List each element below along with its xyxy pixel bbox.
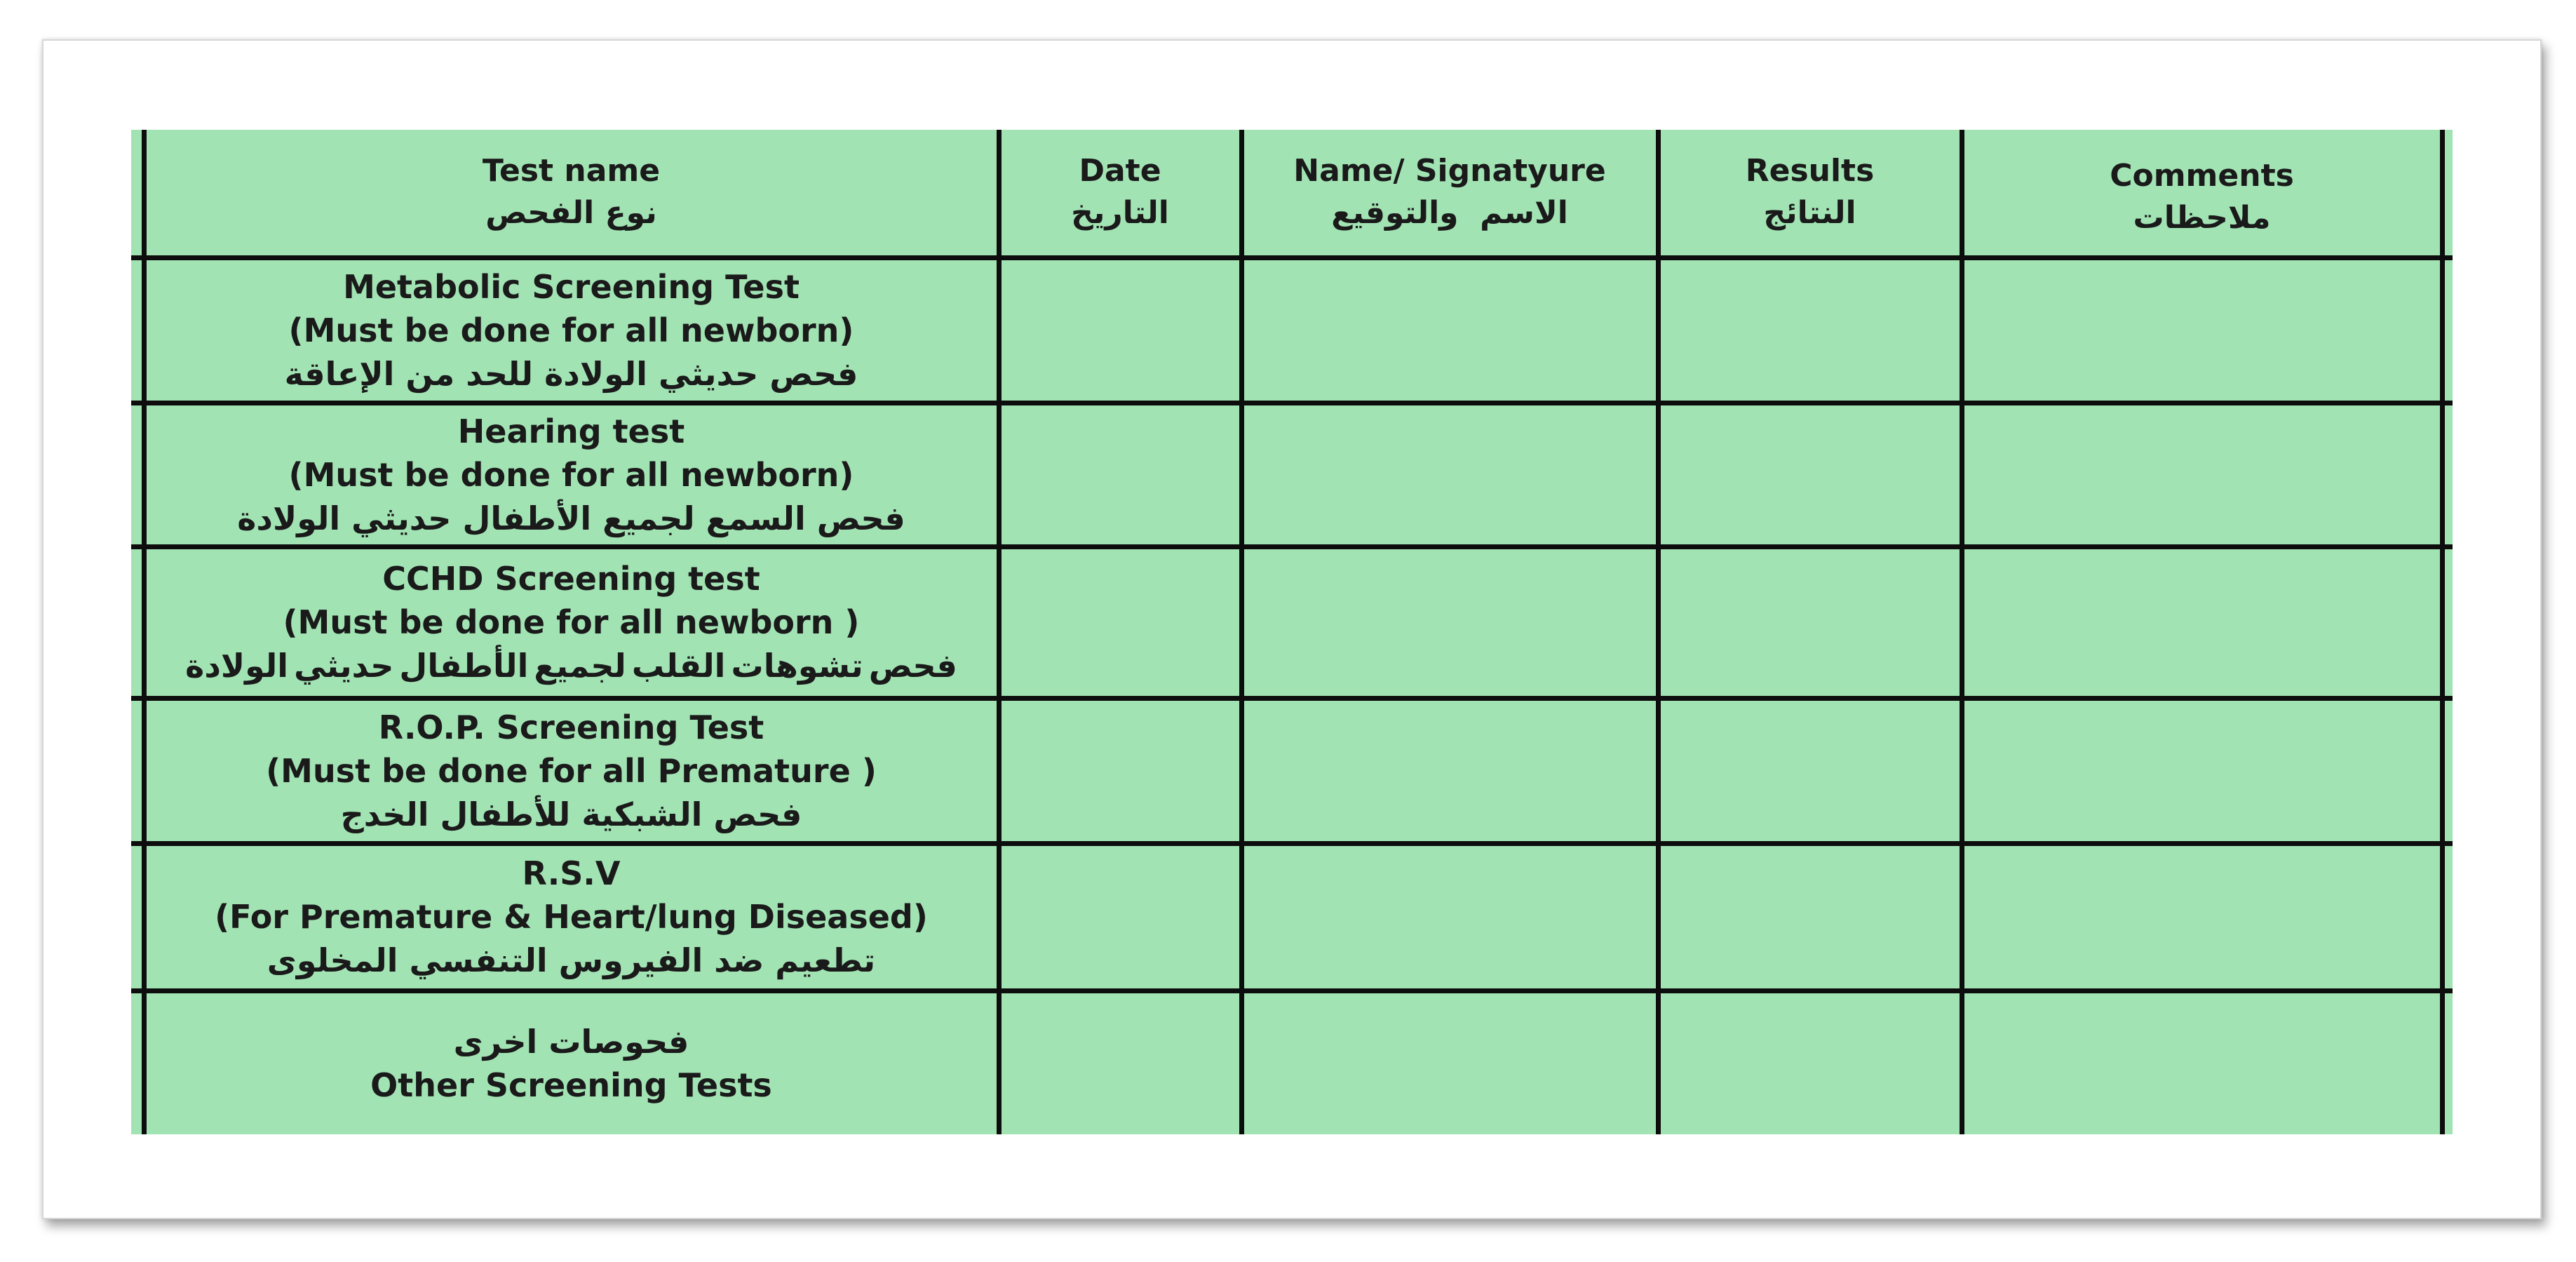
header-results-ar: النتائج (1763, 195, 1856, 231)
header-comments-en: Comments (2110, 158, 2294, 194)
date-cell[interactable] (999, 698, 1241, 843)
test-name-cell (144, 843, 999, 991)
table-row (131, 403, 2453, 546)
left-margin-cell (131, 546, 144, 698)
left-margin-cell (131, 843, 144, 991)
comments-cell[interactable] (1962, 257, 2442, 403)
test-title: CCHD Screening test (382, 560, 760, 598)
test-requirement: (Must be done for all newborn) (288, 311, 854, 349)
signature-cell[interactable] (1241, 257, 1658, 403)
left-margin-cell (131, 991, 144, 1134)
test-title-arabic: فحص الشبكية للأطفال الخدج (340, 795, 802, 833)
header-comments-ar: ملاحظات (2133, 200, 2271, 236)
left-margin-cell (131, 698, 144, 843)
test-requirement: (For Premature & Heart/lung Diseased) (215, 898, 928, 936)
comments-cell[interactable] (1962, 843, 2442, 991)
header-test-name-en: Test name (482, 153, 661, 189)
test-title-arabic: فحص تشوهات القلب لجميع الأطفال حديثي الولادة (185, 647, 957, 685)
test-title-arabic: تطعيم ضد الفيروس التنفسي المخلوى (267, 941, 876, 979)
header-date-ar: التاريخ (1071, 195, 1169, 231)
header-name-signature (1241, 130, 1658, 257)
test-name-cell (144, 991, 999, 1134)
right-margin-cell (2442, 257, 2453, 403)
newborn-screening-table (131, 130, 2453, 1134)
signature-cell[interactable] (1241, 843, 1658, 991)
test-requirement: (Must be done for all Premature ) (266, 751, 877, 790)
test-requirement: (Must be done for all newborn ) (283, 603, 860, 641)
results-cell[interactable] (1658, 698, 1962, 843)
date-cell[interactable] (999, 257, 1241, 403)
test-title: R.O.P. Screening Test (378, 708, 764, 746)
signature-cell[interactable] (1241, 991, 1658, 1134)
results-cell[interactable] (1658, 843, 1962, 991)
comments-cell[interactable] (1962, 991, 2442, 1134)
signature-cell[interactable] (1241, 698, 1658, 843)
test-name-cell (144, 698, 999, 843)
test-title-arabic: فحص حديثي الولادة للحد من الإعاقة (284, 354, 858, 393)
test-title: Metabolic Screening Test (343, 267, 800, 306)
table-row (131, 698, 2453, 843)
comments-cell[interactable] (1962, 698, 2442, 843)
test-name-cell (144, 403, 999, 546)
results-cell[interactable] (1658, 257, 1962, 403)
right-margin-cell (2442, 991, 2453, 1134)
test-requirement: (Must be done for all newborn) (288, 455, 854, 494)
date-cell[interactable] (999, 991, 1241, 1134)
header-name-signature-ar: الاسم والتوقيع (1331, 195, 1568, 231)
comments-cell[interactable] (1962, 546, 2442, 698)
screening-table-area (131, 130, 2453, 1134)
header-date-en: Date (1079, 153, 1161, 189)
header-results-en: Results (1745, 153, 1875, 189)
header-date (999, 130, 1241, 257)
date-cell[interactable] (999, 546, 1241, 698)
right-margin-cell (2442, 130, 2453, 257)
test-title: R.S.V (522, 854, 621, 892)
date-cell[interactable] (999, 403, 1241, 546)
right-margin-cell (2442, 403, 2453, 546)
table-row (131, 257, 2453, 403)
table-row (131, 843, 2453, 991)
header-name-signature-en: Name/ Signatyure (1293, 153, 1606, 189)
comments-cell[interactable] (1962, 403, 2442, 546)
left-margin-cell (131, 403, 144, 546)
left-margin-cell (131, 257, 144, 403)
test-name-cell (144, 257, 999, 403)
test-title: Other Screening Tests (370, 1066, 772, 1105)
header-test-name-ar: نوع الفحص (485, 195, 657, 231)
document-sheet (42, 39, 2542, 1219)
test-title-arabic: فحص السمع لجميع الأطفال حديثي الولادة (237, 499, 905, 537)
test-name-cell (144, 546, 999, 698)
table-header-row (131, 130, 2453, 257)
results-cell[interactable] (1658, 403, 1962, 546)
test-title: Hearing test (457, 412, 685, 450)
test-title-arabic: فحوصات اخرى (453, 1023, 689, 1061)
left-margin-cell (131, 130, 144, 257)
date-cell[interactable] (999, 843, 1241, 991)
right-margin-cell (2442, 843, 2453, 991)
table-row (131, 991, 2453, 1134)
signature-cell[interactable] (1241, 546, 1658, 698)
header-comments (1962, 130, 2442, 257)
header-results (1658, 130, 1962, 257)
results-cell[interactable] (1658, 546, 1962, 698)
header-test-name (144, 130, 999, 257)
signature-cell[interactable] (1241, 403, 1658, 546)
right-margin-cell (2442, 546, 2453, 698)
results-cell[interactable] (1658, 991, 1962, 1134)
right-margin-cell (2442, 698, 2453, 843)
table-row (131, 546, 2453, 698)
